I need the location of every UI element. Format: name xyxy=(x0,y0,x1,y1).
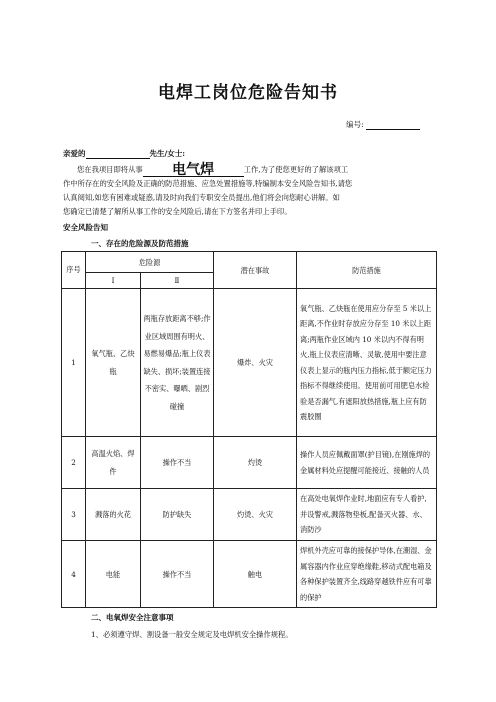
header-hazard-source: 危险源 xyxy=(86,252,214,273)
row-1-measure: 氧气瓶、乙炔瓶在使用应分存至 5 米以上距离,不作业时存放应分存至 10 米以上距离;两瓶作业区域内 10 米以内不得有明火,瓶上仪表应清晰、灵敏,使用中要注意仪表上显示的瓶内压力指标,低于额定压力指标不得继续使用。使用前可用肥皂水检验是否漏气,有遮阳放热措施,瓶上应有防震胶圈 xyxy=(297,289,437,437)
row-2-source-1: 高温火焰、焊件 xyxy=(86,437,141,489)
row-4-source-1: 电能 xyxy=(86,541,141,608)
table-row xyxy=(62,289,437,437)
row-4-measure: 焊机外壳应可靠的接保护导体,在潮湿、金属容器内作业应穿绝缘鞋,移动式配电箱及各种保护装置齐全,线路穿越铁件应有可靠的保护 xyxy=(297,541,437,608)
greeting-prefix: 亲爱的 xyxy=(63,149,86,158)
table-row xyxy=(62,541,437,608)
risk-table xyxy=(61,251,437,608)
row-2-measure: 操作人员应佩戴面罩(护目镜),在刚施焊的金属材料处应提醒可能接近、接触的人员 xyxy=(297,437,437,489)
table-header-row xyxy=(62,252,437,273)
row-4-seq: 4 xyxy=(62,541,86,608)
row-3-accident: 灼烫、火灾 xyxy=(214,489,297,541)
intro-after: 工作,为了使您更好的了解该项工 xyxy=(243,165,349,174)
document-number xyxy=(346,119,420,130)
row-3-source-1: 溅落的火花 xyxy=(86,489,141,541)
row-2-source-2: 操作不当 xyxy=(141,437,214,489)
intro-line-2: 作中所存在的安全风险及正确的防范措施、应急处置措施等,特编制本安全风险告知书,请您 xyxy=(63,179,353,188)
header-col-1: Ⅰ xyxy=(86,273,141,289)
header-measures: 防范措施 xyxy=(297,252,437,289)
intro-line-1 xyxy=(63,163,435,177)
intro-before: 您在我项目即将从事 xyxy=(77,165,143,174)
greeting-suffix: 先生/女士: xyxy=(149,149,186,158)
row-4-source-2: 操作不当 xyxy=(141,541,214,608)
header-seq: 序号 xyxy=(62,252,86,289)
list-item: 1、必须遵守焊、割设备一般安全规定及电焊机安全操作规程。 xyxy=(91,630,293,639)
row-3-seq: 3 xyxy=(62,489,86,541)
row-1-source-1: 氧气瓶、乙炔瓶 xyxy=(86,289,141,437)
table-row xyxy=(62,437,437,489)
row-1-accident: 爆炸、火灾 xyxy=(214,289,297,437)
row-4-accident: 触电 xyxy=(214,541,297,608)
greeting xyxy=(63,148,185,159)
document-title: 电焊工岗位危险告知书 xyxy=(158,83,338,103)
table-row xyxy=(62,489,437,541)
name-blank xyxy=(86,149,150,159)
section-1-heading: 一、存在的危险源及防范措施 xyxy=(91,239,189,248)
intro-line-3: 认真阅知,如您有困难或疑惑,请及时向我们专职安全员提出,他们将会向您耐心讲解。如 xyxy=(63,193,340,202)
number-blank xyxy=(366,120,420,130)
row-2-accident: 灼烫 xyxy=(214,437,297,489)
header-potential-accident: 潜在事故 xyxy=(214,252,297,289)
intro-paragraph xyxy=(63,163,435,219)
row-1-source-2: 两瓶存放距离不够;作业区域周围有明火、易燃易爆品;瓶上仪表缺失、损坏;装置连接不密实、曝晒、剧烈碰撞 xyxy=(141,289,214,437)
row-1-seq: 1 xyxy=(62,289,86,437)
job-name: 电气焊 xyxy=(143,165,244,177)
row-3-measure: 在高处电氧焊作业时,地面应有专人看护,并设警戒,溅落物垫板,配备灭火器、水、消防沙 xyxy=(297,489,437,541)
header-col-2: Ⅱ xyxy=(141,273,214,289)
row-3-source-2: 防护缺失 xyxy=(141,489,214,541)
number-label: 编号: xyxy=(346,120,364,129)
risk-label: 安全风险告知 xyxy=(63,223,108,232)
intro-line-4: 您确定已清楚了解所从事工作的安全风险后,请在下方签名并印上手印。 xyxy=(63,207,292,216)
section-2-heading: 二、电氧焊安全注意事项 xyxy=(91,613,174,622)
row-2-seq: 2 xyxy=(62,437,86,489)
